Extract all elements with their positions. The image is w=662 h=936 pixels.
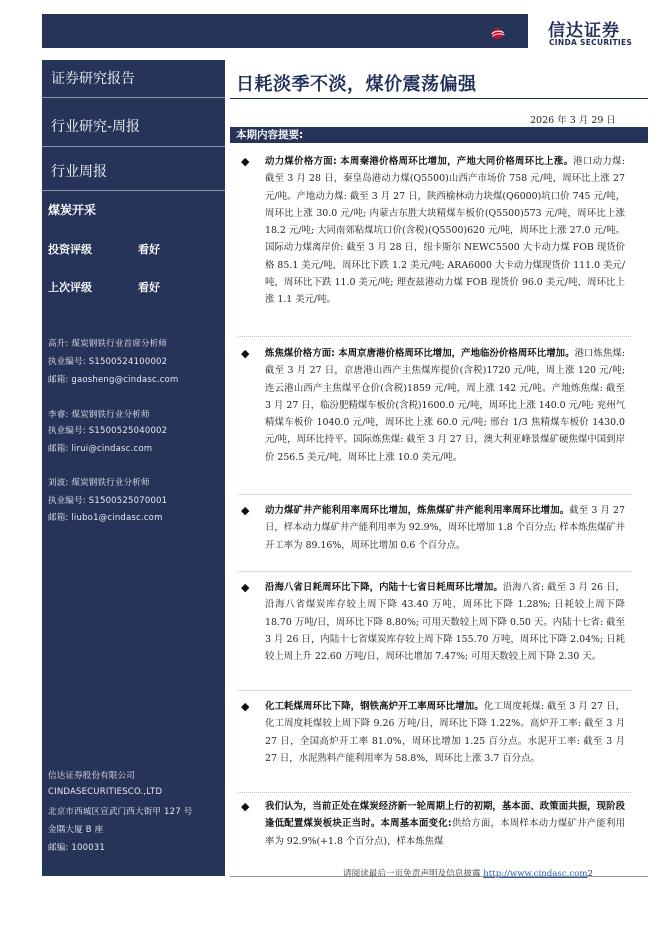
section-divider (238, 494, 631, 495)
summary-paragraph (265, 502, 625, 554)
section-divider (238, 792, 631, 793)
summary-paragraph (265, 579, 625, 665)
company-name-cn: 信达证券股份有限公司 (48, 771, 136, 781)
analyst-license: 执业编号: S1500524100002 (48, 357, 168, 367)
paragraph-heading: 炼焦煤价格方面: 本周京唐港价格周环比增加，产地临汾价格周环比增加。 (265, 348, 575, 359)
sidebar-divider (42, 97, 225, 98)
analyst-email[interactable]: 邮箱: lirui@cindasc.com (48, 444, 153, 454)
analyst-email[interactable]: 邮箱: liubo1@cindasc.com (48, 513, 163, 523)
sidebar-divider (42, 190, 225, 191)
analyst-email[interactable]: 邮箱: gaosheng@cindasc.com (48, 375, 179, 385)
cinda-logo-icon (488, 14, 548, 52)
paragraph-text: 港口炼焦煤: 截至 3 月 27 日，京唐港山西产主焦煤库提价(含税)1720 元/吨，周上涨 120 元/吨; 连云港山西产主焦煤平仓价(含税)1859 元/吨，周上涨 142 元/吨。产地炼焦煤: 截至 3 月 27 日，临汾肥精煤车板价(含税)1600.0 元/吨，周环比上涨 140.0 元/吨; 兖州气精煤车板价 1040.0 元/吨，周环比上涨 60.0 元/吨; 邢台 1/3 焦精煤车板价 1430.0 元/吨，周环比持平。国际炼焦煤: 截至 3 月 27 日，澳大利亚峰景煤矿硬焦煤中国到岸价 256.5 美元/吨，周环比上涨 10.0 美元/吨。 (265, 348, 625, 463)
diamond-bullet-icon: ◆ (241, 581, 250, 594)
logo-text-cn: 信达证券 (548, 21, 620, 41)
section-divider (238, 336, 631, 337)
company-postcode: 邮编: 100031 (48, 843, 106, 853)
report-type: 证券研究报告 (51, 71, 135, 87)
analyst-name: 李睿: 煤炭钢铁行业分析师 (48, 410, 150, 420)
rating-label: 投资评级 (48, 243, 92, 256)
diamond-bullet-icon: ◆ (241, 155, 250, 168)
section-divider (238, 690, 631, 691)
paragraph-heading: 沿海八省日耗周环比下降，内陆十七省日耗周环比增加。 (265, 582, 503, 593)
website-link[interactable]: http://www.cindasc.com (483, 869, 588, 879)
paragraph-heading: 动力煤矿井产能利用率周环比增加，炼焦煤矿井产能利用率周环比增加。 (265, 505, 570, 516)
report-category: 行业研究-周报 (51, 119, 141, 135)
prev-rating-label: 上次评级 (48, 281, 92, 294)
report-date: 2026 年 3 月 29 日 (530, 115, 616, 126)
sidebar (42, 60, 225, 876)
diamond-bullet-icon: ◆ (241, 504, 250, 517)
footer (343, 867, 593, 879)
summary-paragraph (265, 798, 625, 852)
paragraph-heading: 动力煤价格方面: 本周秦港价格周环比增加，产地大同价格周环比上涨。 (265, 156, 574, 167)
disclaimer-note: 请阅读最后一页免责声明及信息披露 (343, 869, 481, 879)
paragraph-text: 沿海八省: 截至 3 月 26 日，沿海八省煤炭库存较上周下降 43.40 万吨，周环比下降 1.28%; 日耗较上周下降 18.70 万吨/日，周环比下降 8.80%; 可用天数较上周下降 0.50 天。内陆十七省: 截至 3 月 26 日，内陆十七省煤炭库存较上周下降 155.70 万吨，周环比下降 2.04%; 日耗较上周上升 22.60 万吨/日，周环比增加 7.47%; 可用天数较上周下降 2.30 天。 (265, 582, 625, 663)
sidebar-divider (42, 146, 225, 147)
report-subcategory: 行业周报 (51, 164, 107, 180)
analyst-license: 执业编号: S1500525070001 (48, 496, 168, 506)
paragraph-heading: 我们认为，当前正处在煤炭经济新一轮周期上行的初期，基本面、政策面共振，现阶段逢低配置煤炭板块正当时。本周基本面变化: (265, 801, 625, 830)
summary-header: 本期内容提要: (230, 127, 648, 143)
paragraph-text: 化工周度耗煤: 截至 3 月 27 日，化工周度耗煤较上周下降 9.26 万吨/日，周环比下降 1.22%。高炉开工率: 截至 3 月 27 日，全国高炉开工率 81.0%，周环比增加 1.25 百分点。水泥开工率: 截至 3 月 27 日，水泥熟料产能利用率为 58.8%，周环比上涨 3.7 百分点。 (265, 701, 625, 764)
section-divider (238, 571, 631, 572)
logo-text-en: CINDA SECURITIES (549, 38, 633, 47)
page-number: 2 (587, 869, 593, 879)
diamond-bullet-icon: ◆ (241, 700, 250, 713)
header-banner (42, 14, 528, 48)
page-title: 日耗淡季不淡，煤价震荡偏强 (236, 74, 477, 95)
company-address: 北京市西城区宣武门西大街甲 127 号 (48, 807, 193, 817)
analyst-name: 高升: 煤炭钢铁行业首席分析师 (48, 339, 168, 349)
paragraph-heading: 化工耗煤周环比下降，钢铁高炉开工率周环比增加。 (265, 701, 484, 712)
analyst-license: 执业编号: S1500525040002 (48, 426, 168, 436)
analyst-name: 刘波: 煤炭钢铁行业分析师 (48, 478, 150, 488)
diamond-bullet-icon: ◆ (241, 800, 250, 813)
summary-paragraph (265, 345, 625, 466)
company-address: 金隅大厦 B 座 (48, 825, 104, 835)
rating-value: 看好 (138, 243, 160, 256)
prev-rating-value: 看好 (138, 281, 160, 294)
sector-name: 煤炭开采 (48, 203, 97, 217)
title-divider (230, 98, 648, 99)
paragraph-text: 港口动力煤: 截至 3 月 28 日，秦皇岛港动力煤(Q5500)山西产市场价 758 元/吨，周环比上涨 27 元/吨。产地动力煤: 截至 3 月 27 日，陕西榆林动力块煤(Q6000)坑口价 745 元/吨，周环比上涨 30.0 元/吨; 内蒙古东胜大块精煤车板价(Q5500)573 元/吨，周环比上涨 18.2 元/吨; 大同南郊粘煤坑口价(含税)(Q5500)620 元/吨，周环比上涨 27.0 元/吨。国际动力煤离岸价: 截至 3 月 28 日，纽卡斯尔 NEWC5500 大卡动力煤 FOB 现货价格 85.1 美元/吨，周环比下跌 1.2 美元/吨; ARA6000 大卡动力煤现货价 111.0 美元/吨，周环比下跌 11.0 美元/吨; 理查兹港动力煤 FOB 现货价 96.0 美元/吨，周环比上涨 1.1 美元/吨。 (265, 156, 625, 306)
company-name-en: CINDASECURITIESCO.,LTD (48, 787, 163, 797)
paragraph-text: 供给方面，本周样本动力煤矿井产能利用率为 92.9%(+1.8 个百分点)，样本炼焦煤 (265, 818, 625, 847)
diamond-bullet-icon: ◆ (241, 347, 250, 360)
summary-paragraph (265, 698, 625, 767)
summary-paragraph (265, 153, 625, 309)
paragraph-text: 截至 3 月 27 日，样本动力煤矿井产能利用率为 92.9%，周环比增加 1.8 个百分点; 样本炼焦煤矿井开工率为 89.16%，周环比增加 0.6 个百分点。 (265, 505, 625, 551)
